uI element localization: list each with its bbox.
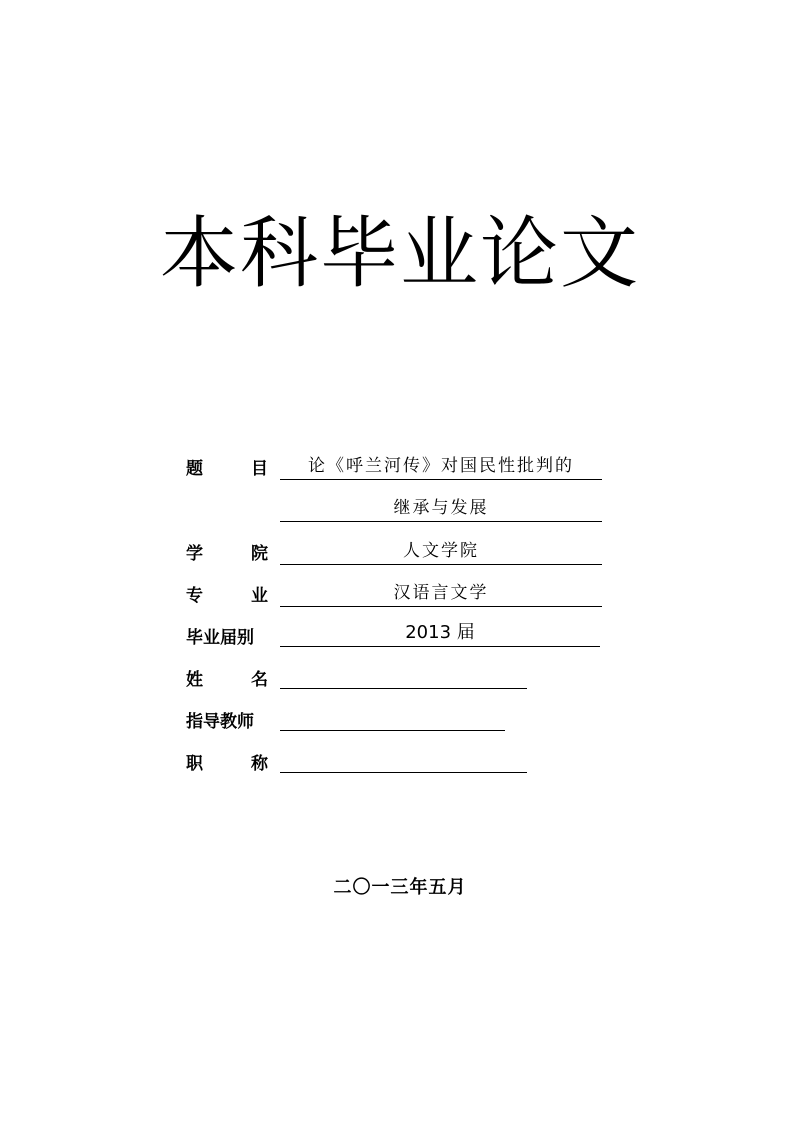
- rank-label: [186, 753, 268, 775]
- document-title: 本科毕业论文: [159, 209, 640, 299]
- topic-label-char-1: 题: [186, 459, 203, 479]
- major-label-char-2: 业: [251, 586, 268, 606]
- class-year-label: 毕业届别: [186, 628, 254, 648]
- major-label: [186, 585, 268, 607]
- college-value: 人文学院: [280, 540, 602, 565]
- advisor-value: [280, 706, 505, 731]
- name-label: [186, 669, 268, 691]
- college-label-char-1: 学: [186, 544, 203, 564]
- rank-label-char-2: 称: [251, 754, 268, 774]
- major-value: 汉语言文学: [280, 582, 602, 607]
- class-year-value: 2013 届: [280, 622, 600, 647]
- college-label-char-2: 院: [251, 544, 268, 564]
- name-label-char-1: 姓: [186, 670, 203, 690]
- advisor-label: 指导教师: [186, 712, 254, 732]
- rank-label-char-1: 职: [186, 754, 203, 774]
- topic-label: [186, 458, 268, 480]
- name-value: [280, 664, 527, 689]
- topic-value-line-2: 继承与发展: [280, 497, 602, 522]
- name-label-char-2: 名: [251, 670, 268, 690]
- rank-value: [280, 748, 527, 773]
- topic-label-char-2: 目: [251, 459, 268, 479]
- topic-value-line-1: 论《呼兰河传》对国民性批判的: [280, 455, 602, 480]
- major-label-char-1: 专: [186, 586, 203, 606]
- document-date: 二〇一三年五月: [333, 877, 467, 898]
- college-label: [186, 543, 268, 565]
